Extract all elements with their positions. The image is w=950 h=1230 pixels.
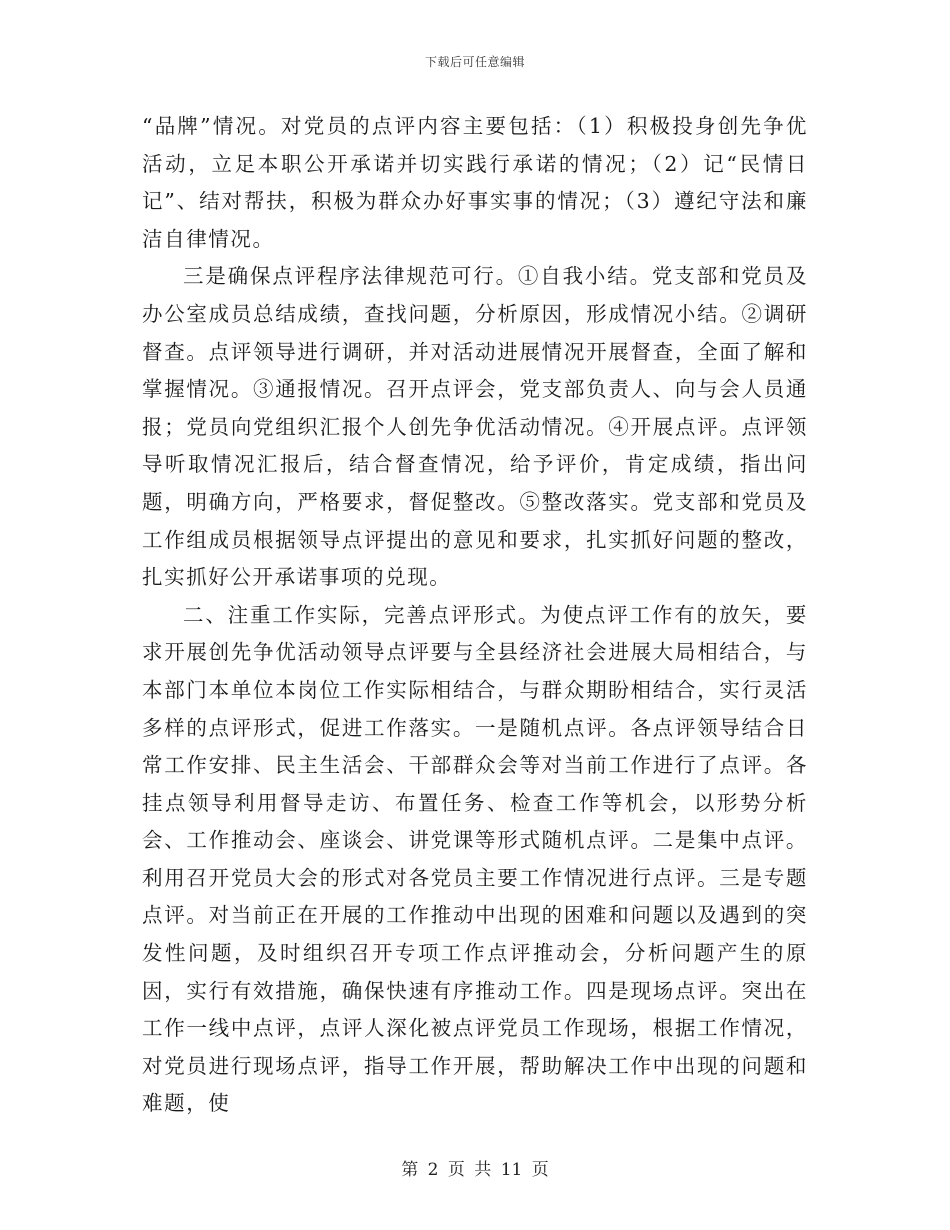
header-note: 下载后可任意编辑: [424, 55, 525, 69]
page-number: 第 2 页 共 11 页: [401, 1160, 549, 1180]
document-body: [142, 108, 808, 1123]
paragraph: “品牌”情况。对党员的点评内容主要包括：（1）积极投身创先争优活动，立足本职公开承诺并切实践行承诺的情况；（2）记“民情日记”、结对帮扶，积极为群众办好事实事的情况；（3）遵纪守法和廉洁自律情况。: [142, 114, 808, 251]
paragraph: 三是确保点评程序法律规范可行。①自我小结。党支部和党员及办公室成员总结成绩，查找问题，分析原因，形成情况小结。②调研督查。点评领导进行调研，并对活动进展情况开展督查，全面了解和掌握情况。③通报情况。召开点评会，党支部负责人、向与会人员通报；党员向党组织汇报个人创先争优活动情况。④开展点评。点评领导听取情况汇报后，结合督查情况，给予评价，肯定成绩，指出问题，明确方向，严格要求，督促整改。⑤整改落实。党支部和党员及工作组成员根据领导点评提出的意见和要求，扎实抓好问题的整改，扎实抓好公开承诺事项的兑现。: [142, 264, 808, 590]
paragraph: 二、注重工作实际，完善点评形式。为使点评工作有的放矢，要求开展创先争优活动领导点评要与全县经济社会进展大局相结合，与本部门本单位本岗位工作实际相结合，与群众期盼相结合，实行灵活多样的点评形式，促进工作落实。一是随机点评。各点评领导结合日常工作安排、民主生活会、干部群众会等对当前工作进行了点评。各挂点领导利用督导走访、布置任务、检查工作等机会，以形势分析会、工作推动会、座谈会、讲党课等形式随机点评。二是集中点评。利用召开党员大会的形式对各党员主要工作情况进行点评。三是专题点评。对当前正在开展的工作推动中出现的困难和问题以及遇到的突发性问题，及时组织召开专项工作点评推动会，分析问题产生的原因，实行有效措施，确保快速有序推动工作。四是现场点评。突出在工作一线中点评，点评人深化被点评党员工作现场，根据工作情况，对党员进行现场点评，指导工作开展，帮助解决工作中出现的问题和难题，使: [142, 602, 808, 1116]
